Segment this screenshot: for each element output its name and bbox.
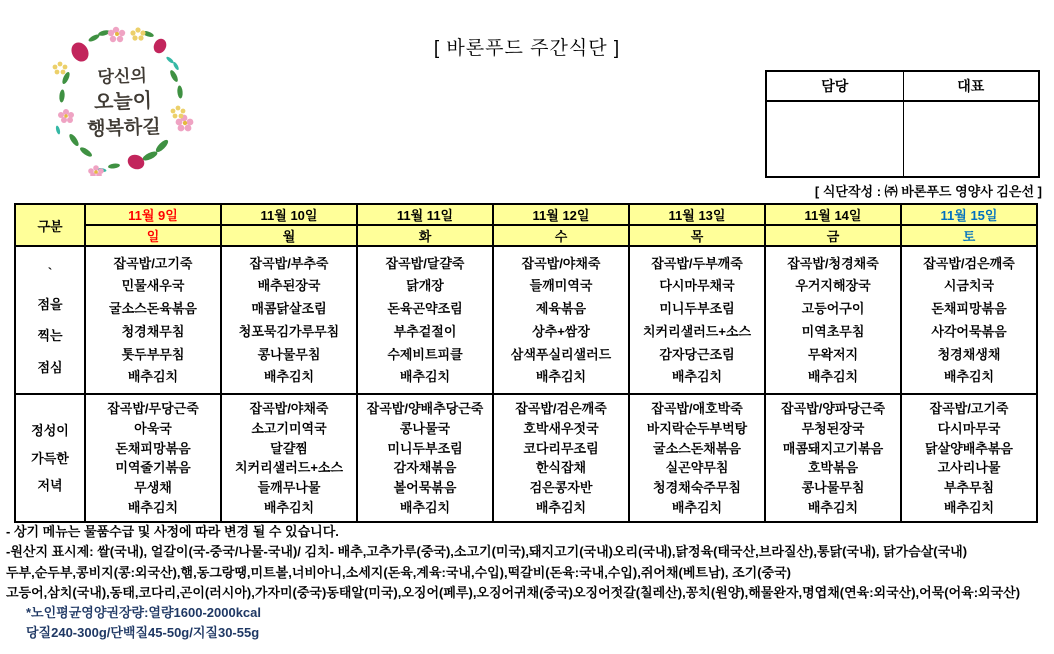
header-row-weekdays <box>15 225 1037 246</box>
lunch-cell-day-3-items <box>494 247 628 393</box>
lunch-item-day-6-5: 배추김치 <box>943 369 995 385</box>
lunch-item-day-0-5: 배추김치 <box>127 369 179 385</box>
date-header-0: 11월 9일 <box>85 204 221 225</box>
weekday-header-0: 일 <box>85 225 221 246</box>
lunch-item-day-1-1: 배추된장국 <box>257 278 321 294</box>
logo-text-line3: 행복하길 <box>86 116 162 141</box>
dinner-item-day-4-2: 굴소스돈채볶음 <box>653 440 741 456</box>
lunch-item-day-0-3: 청경채무침 <box>121 323 185 339</box>
lunch-cell-day-5-items <box>766 247 900 393</box>
dinner-item-day-4-5: 배추김치 <box>671 500 723 516</box>
dinner-item-day-0-1: 아욱국 <box>134 420 172 436</box>
page-title: [ 바론푸드 주간식단 ] <box>433 38 621 59</box>
lunch-item-day-5-5: 배추김치 <box>807 369 859 385</box>
footer-note-origin-3: 고등어,삼치(국내),동태,코다리,곤이(러시아),가자미(중국)동태알(미국),오징어(페루),오징어귀채(중국)오징어젓갈(칠레산),꽁치(원양),해물완자,명엽채(연육:외국산),어묵(어육:외국산) <box>6 584 1021 600</box>
weekday-header-6: 토 <box>901 225 1037 246</box>
sign-cell-daepyo-empty <box>903 102 1039 176</box>
lunch-label-line-3: 점심 <box>37 360 63 376</box>
lunch-item-day-4-2: 미니두부조림 <box>659 301 735 317</box>
dinner-cell-day-2-items <box>358 395 492 521</box>
dinner-item-day-3-4: 검은콩자반 <box>529 480 593 496</box>
dinner-cell-day-5 <box>765 394 901 522</box>
lunch-cell-day-5 <box>765 246 901 394</box>
menu-table <box>14 203 1038 523</box>
lunch-item-day-0-1: 민물새우국 <box>121 278 185 294</box>
date-header-4: 11월 13일 <box>629 204 765 225</box>
lunch-item-day-6-3: 사각어묵볶음 <box>931 323 1007 339</box>
lunch-cell-day-3 <box>493 246 629 394</box>
date-header-3: 11월 12일 <box>493 204 629 225</box>
dinner-cell-day-2 <box>357 394 493 522</box>
dinner-item-day-1-3: 치커리샐러드+소스 <box>234 460 344 476</box>
lunch-item-day-6-1: 시금치국 <box>943 278 995 294</box>
dinner-item-day-2-5: 배추김치 <box>399 500 451 516</box>
dinner-item-day-1-5: 배추김치 <box>263 500 315 516</box>
dinner-item-day-2-2: 미니두부조림 <box>387 440 463 456</box>
lunch-item-day-4-4: 감자당근조림 <box>659 346 735 362</box>
dinner-item-day-5-4: 콩나물무침 <box>801 480 865 496</box>
lunch-item-day-4-0: 잡곡밥/두부깨죽 <box>651 255 743 271</box>
lunch-item-day-4-5: 배추김치 <box>671 369 723 385</box>
sign-off-table <box>765 70 1040 178</box>
dinner-item-day-5-5: 배추김치 <box>807 500 859 516</box>
lunch-label <box>15 246 85 394</box>
lunch-cell-day-0-items <box>86 247 220 393</box>
lunch-item-day-4-3: 치커리샐러드+소스 <box>642 323 752 339</box>
dinner-item-day-6-4: 부추무침 <box>943 480 995 496</box>
dinner-row <box>15 394 1037 522</box>
sign-cell-damdang-empty <box>767 102 903 176</box>
dinner-cell-day-3 <box>493 394 629 522</box>
footer-note-nutrition-1: *노인평균영양권장량:열량1600-2000kcal <box>26 605 261 621</box>
dinner-item-day-5-1: 무청된장국 <box>801 420 865 436</box>
dinner-cell-day-3-items <box>494 395 628 521</box>
dinner-item-day-6-5: 배추김치 <box>943 500 995 516</box>
menu-author-caption: [ 식단작성 : ㈜ 바론푸드 영양사 김은선 ] <box>814 184 1042 199</box>
dinner-cell-day-5-items <box>766 395 900 521</box>
date-header-1: 11월 10일 <box>221 204 357 225</box>
dinner-cell-day-1 <box>221 394 357 522</box>
header-row-dates <box>15 204 1037 225</box>
weekday-header-3: 수 <box>493 225 629 246</box>
dinner-item-day-5-0: 잡곡밥/양파당근죽 <box>780 400 886 416</box>
lunch-cell-day-2-items <box>358 247 492 393</box>
sign-col-damdang: 담당 <box>767 72 903 102</box>
lunch-item-day-1-2: 매콤닭살조림 <box>251 301 327 317</box>
lunch-item-day-1-4: 콩나물무침 <box>257 346 321 362</box>
footer-note-change-policy: - 상기 메뉴는 물품수급 및 사정에 따라 변경 될 수 있습니다. <box>6 524 339 539</box>
dinner-item-day-6-0: 잡곡밥/고기죽 <box>929 400 1009 416</box>
dinner-item-day-6-3: 고사리나물 <box>937 460 1001 476</box>
dinner-label-line-1: 가득한 <box>31 450 69 466</box>
logo-text-line2: 오늘이 <box>93 89 153 115</box>
lunch-item-day-0-0: 잡곡밥/고기죽 <box>113 255 193 271</box>
dinner-label <box>15 394 85 522</box>
lunch-item-day-2-1: 닭개장 <box>406 278 444 294</box>
gubun-header: 구분 <box>15 204 85 246</box>
lunch-item-day-3-1: 들깨미역국 <box>529 278 593 294</box>
lunch-item-day-5-3: 미역초무침 <box>801 323 865 339</box>
lunch-item-day-4-1: 다시마무채국 <box>659 278 735 294</box>
lunch-item-day-5-1: 우거지해장국 <box>795 278 871 294</box>
dinner-label-line-2: 저녁 <box>37 478 63 494</box>
lunch-item-day-1-5: 배추김치 <box>263 369 315 385</box>
lunch-item-day-1-3: 청포묵김가루무침 <box>238 323 340 339</box>
lunch-label-lines <box>16 247 84 393</box>
menu-table-header <box>15 204 1037 246</box>
lunch-row <box>15 246 1037 394</box>
lunch-item-day-0-4: 톳두부무침 <box>121 346 185 362</box>
lunch-item-day-2-3: 부추겉절이 <box>393 323 457 339</box>
weekday-header-4: 목 <box>629 225 765 246</box>
dinner-item-day-3-0: 잡곡밥/검은깨죽 <box>515 400 607 416</box>
lunch-cell-day-0 <box>85 246 221 394</box>
lunch-cell-day-1-items <box>222 247 356 393</box>
dinner-item-day-4-0: 잡곡밥/애호박죽 <box>651 400 743 416</box>
lunch-cell-day-4 <box>629 246 765 394</box>
dinner-item-day-0-0: 잡곡밥/무당근죽 <box>107 400 199 416</box>
lunch-cell-day-2 <box>357 246 493 394</box>
dinner-item-day-3-5: 배추김치 <box>535 500 587 516</box>
footer-note-origin-2: 두부,순두부,콩비지(콩:외국산),햄,동그랑땡,미트볼,너비아니,소세지(돈육,계육:국내,수입),떡갈비(돈육:국내,수입),쥐어채(베트남), 조기(중국) <box>6 564 791 580</box>
dinner-cell-day-0-items <box>86 395 220 521</box>
lunch-label-line-0: ` <box>47 264 53 280</box>
lunch-item-day-0-2: 굴소스돈육볶음 <box>109 301 197 317</box>
lunch-cell-day-4-items <box>630 247 764 393</box>
dinner-item-day-2-4: 볼어묵볶음 <box>393 480 457 496</box>
dinner-item-day-2-0: 잡곡밥/양배추당근죽 <box>366 400 484 416</box>
lunch-item-day-3-3: 상추+쌈장 <box>532 323 590 339</box>
dinner-item-day-6-2: 닭살양배추볶음 <box>925 440 1013 456</box>
dinner-label-lines <box>16 395 84 521</box>
dinner-item-day-0-5: 배추김치 <box>127 500 179 516</box>
dinner-cell-day-4-items <box>630 395 764 521</box>
dinner-item-day-3-1: 호박새우젓국 <box>523 420 599 436</box>
date-header-5: 11월 14일 <box>765 204 901 225</box>
lunch-item-day-6-2: 돈채피망볶음 <box>931 301 1007 317</box>
logo-text-line1: 당신의 <box>97 66 148 87</box>
lunch-item-day-5-2: 고등어구이 <box>801 301 865 317</box>
date-header-2: 11월 11일 <box>357 204 493 225</box>
lunch-item-day-3-5: 배추김치 <box>535 369 587 385</box>
lunch-label-line-2: 찍는 <box>37 328 63 344</box>
lunch-item-day-6-4: 청경채생채 <box>937 346 1001 362</box>
lunch-cell-day-6 <box>901 246 1037 394</box>
weekday-header-1: 월 <box>221 225 357 246</box>
dinner-item-day-0-3: 미역줄기볶음 <box>115 460 191 476</box>
footer-note-origin-1: -원산지 표시제: 쌀(국내), 얼갈이(국-중국/나물-국내)/ 김치- 배추,고추가루(중국),소고기(미국),돼지고기(국내)오리(국내),닭정육(태국산,브라질산),통닭(국내), 닭가슴살(국내) <box>6 544 968 560</box>
dinner-cell-day-4 <box>629 394 765 522</box>
lunch-item-day-3-0: 잡곡밥/야채죽 <box>521 255 601 271</box>
lunch-item-day-2-4: 수제비트피클 <box>387 346 463 362</box>
lunch-item-day-3-2: 제육볶음 <box>535 301 587 317</box>
weekday-header-2: 화 <box>357 225 493 246</box>
lunch-item-day-2-2: 돈육곤약조림 <box>387 301 463 317</box>
dinner-cell-day-6-items <box>902 395 1036 521</box>
sign-col-daepyo: 대표 <box>903 72 1039 102</box>
dinner-label-line-0: 정성이 <box>31 422 69 438</box>
dinner-item-day-1-1: 소고기미역국 <box>251 420 327 436</box>
lunch-item-day-3-4: 삼색푸실리샐러드 <box>510 346 612 362</box>
dinner-item-day-4-3: 실곤약무침 <box>665 460 729 476</box>
dinner-item-day-6-1: 다시마무국 <box>937 420 1001 436</box>
dinner-cell-day-0 <box>85 394 221 522</box>
dinner-item-day-4-1: 바지락순두부벅탕 <box>646 420 748 436</box>
lunch-item-day-5-4: 무왁저지 <box>807 346 859 362</box>
dinner-cell-day-6 <box>901 394 1037 522</box>
dinner-item-day-3-3: 한식잡채 <box>535 460 587 476</box>
dinner-item-day-3-2: 코다리무조림 <box>523 440 599 456</box>
menu-table-body <box>15 246 1037 522</box>
lunch-item-day-5-0: 잡곡밥/청경채죽 <box>787 255 879 271</box>
dinner-item-day-1-0: 잡곡밥/야채죽 <box>249 400 329 416</box>
dinner-cell-day-1-items <box>222 395 356 521</box>
dinner-item-day-4-4: 청경채숙주무침 <box>653 480 741 496</box>
lunch-item-day-1-0: 잡곡밥/부추죽 <box>249 255 329 271</box>
lunch-cell-day-1 <box>221 246 357 394</box>
lunch-item-day-2-0: 잡곡밥/달걀죽 <box>385 255 465 271</box>
lunch-label-line-1: 점을 <box>37 296 63 312</box>
dinner-item-day-5-3: 호박볶음 <box>807 460 859 476</box>
dinner-item-day-2-1: 콩나물국 <box>399 420 451 436</box>
dinner-item-day-1-4: 들깨무나물 <box>257 480 321 496</box>
footer-note-nutrition-2: 당질240-300g/단백질45-50g/지질30-55g <box>26 625 260 641</box>
dinner-item-day-5-2: 매콤돼지고기볶음 <box>782 440 884 456</box>
lunch-cell-day-6-items <box>902 247 1036 393</box>
dinner-item-day-0-4: 무생채 <box>134 480 172 496</box>
dinner-item-day-1-2: 달걀찜 <box>270 440 308 456</box>
lunch-item-day-2-5: 배추김치 <box>399 369 451 385</box>
dinner-item-day-2-3: 감자채볶음 <box>393 460 457 476</box>
dinner-item-day-0-2: 돈채피망볶음 <box>115 440 191 456</box>
weekday-header-5: 금 <box>765 225 901 246</box>
lunch-item-day-6-0: 잡곡밥/검은깨죽 <box>923 255 1015 271</box>
date-header-6: 11월 15일 <box>901 204 1037 225</box>
footer-notes <box>6 522 1054 644</box>
